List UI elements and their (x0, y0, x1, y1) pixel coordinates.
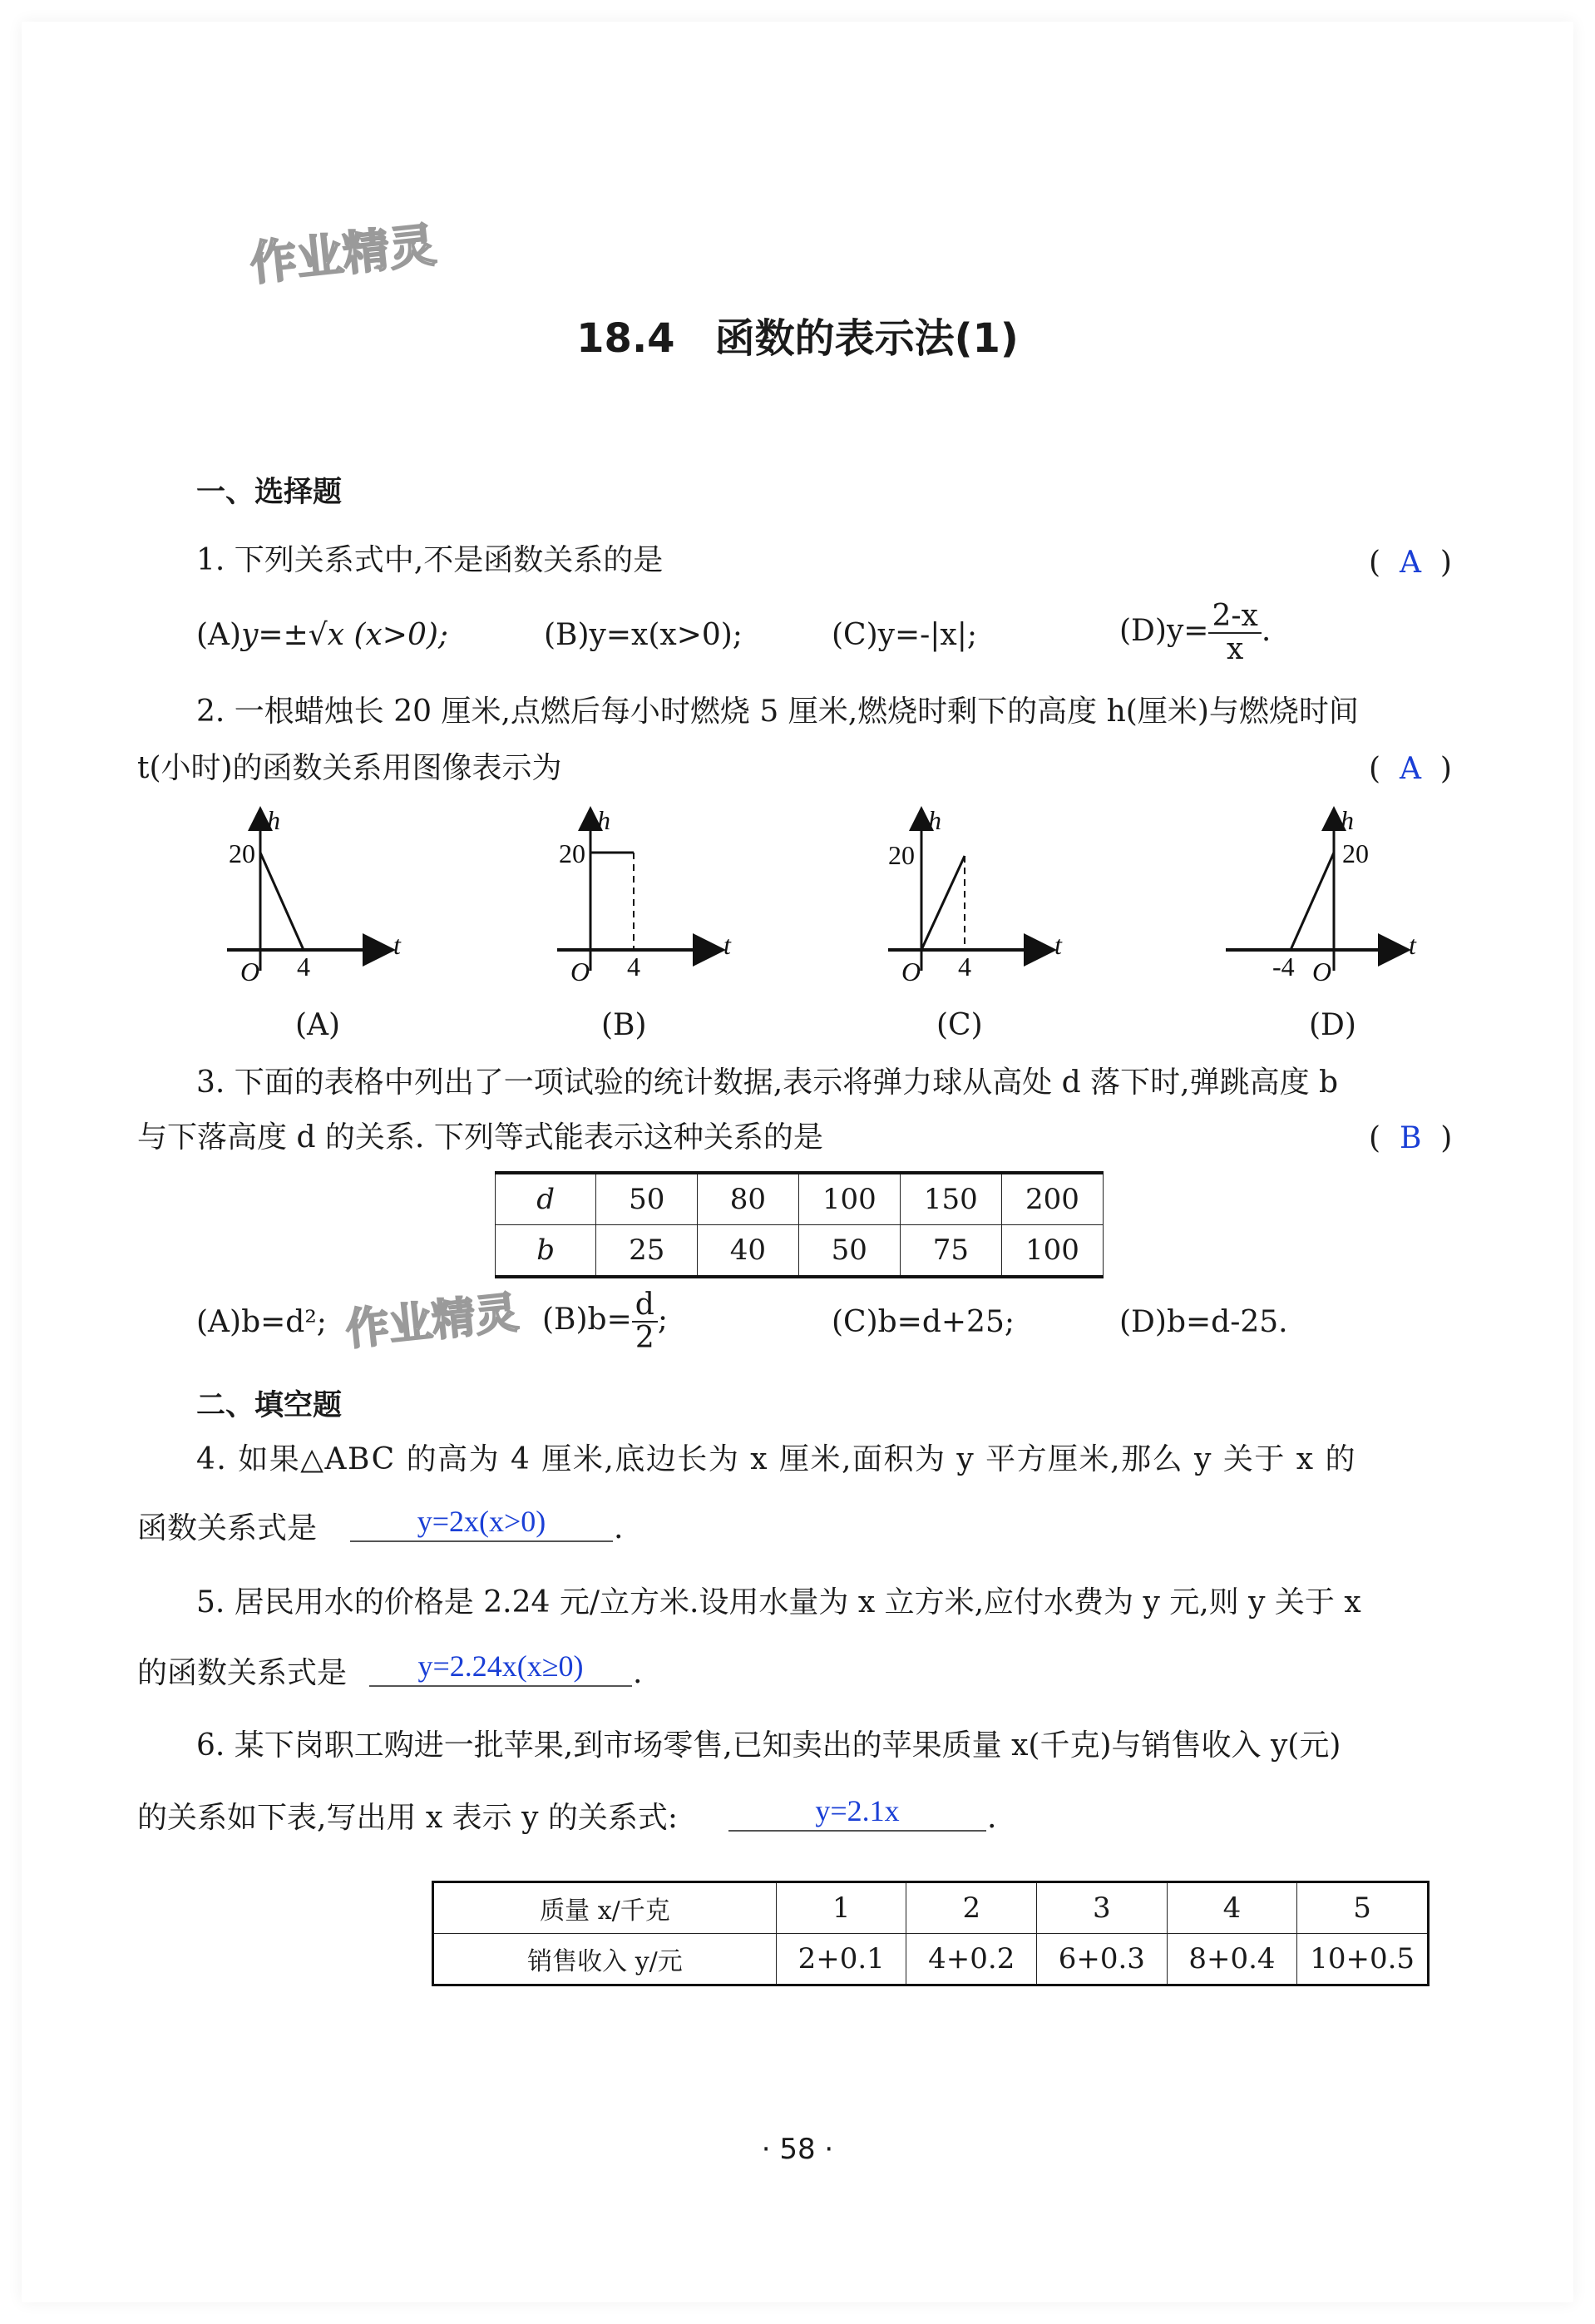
page-title: 18.4 函数的表示法(1) (576, 315, 1019, 362)
answer-3: ( B ) (1369, 1121, 1453, 1155)
watermark-logo: 作业精灵 (343, 1288, 521, 1356)
tick-20: 20 (888, 840, 915, 870)
graph-c (872, 804, 1088, 996)
q3-option-d: (D)b=d-25. (1119, 1305, 1288, 1339)
graph-a (210, 804, 427, 996)
table-row: 销售收入 y/元 2+0.1 4+0.2 6+0.3 8+0.4 10+0.5 (433, 1934, 1429, 1985)
watermark-logo: 作业精灵 (247, 218, 439, 292)
q3-option-b: (B)b= $\frac{d}{2}$ ; (542, 1288, 668, 1355)
tick-20: 20 (1342, 838, 1369, 868)
q5-end: . (633, 1656, 643, 1690)
h-label: h (1341, 805, 1354, 835)
tick-20: 20 (559, 838, 585, 868)
drop-height-table (495, 1171, 1104, 1278)
q1-option-b: (B)y=x(x>0); (544, 618, 743, 652)
answer-4-blank[interactable]: y=2x(x>0) (350, 1504, 613, 1542)
table-row: 质量 x/千克 1 2 3 4 5 (433, 1882, 1429, 1934)
q1-option-c: (C)y=-|x|; (832, 618, 977, 652)
origin-label: O (901, 957, 921, 986)
t-label: t (1409, 930, 1416, 960)
t-label: t (393, 930, 401, 960)
graph-line (1291, 853, 1334, 950)
apple-sales-table (432, 1881, 1430, 1986)
q1-option-a: (A)y=±√x (x>0); (196, 618, 449, 652)
t-label: t (1054, 930, 1062, 960)
graph-b-label: (B) (601, 1008, 647, 1042)
question-1-text: 1. 下列关系式中,不是函数关系的是 (196, 543, 664, 577)
question-6-line2: 的关系如下表,写出用 x 表示 y 的关系式: (137, 1801, 678, 1835)
tick-4: 4 (297, 952, 310, 982)
answer-2: ( A ) (1369, 752, 1452, 786)
answer-6-blank[interactable]: y=2.1x (728, 1793, 986, 1832)
table-row: b 25 40 50 75 100 (496, 1225, 1104, 1278)
graph-line (921, 856, 965, 950)
tick-neg-4: -4 (1272, 952, 1295, 982)
answer-5-blank[interactable]: y=2.24x(x≥0) (369, 1649, 632, 1687)
answer-1: ( A ) (1369, 546, 1452, 580)
question-5-line2: 的函数关系式是 (137, 1656, 348, 1690)
h-label: h (928, 805, 941, 835)
question-2-line1: 2. 一根蜡烛长 20 厘米,点燃后每小时燃烧 5 厘米,燃烧时剩下的高度 h(厘米)与燃烧时间 (196, 695, 1359, 729)
q4-end: . (614, 1511, 624, 1545)
question-4-line2: 函数关系式是 (137, 1511, 318, 1545)
question-5-line1: 5. 居民用水的价格是 2.24 元/立方米.设用水量为 x 立方米,应付水费为 y 元,则 y 关于 x (196, 1585, 1361, 1619)
tick-20: 20 (229, 838, 255, 868)
section-fill-heading: 二、填空题 (196, 1389, 343, 1422)
h-label: h (597, 805, 610, 835)
question-3-line1: 3. 下面的表格中列出了一项试验的统计数据,表示将弹力球从高处 d 落下时,弹跳高度 b (196, 1066, 1339, 1100)
h-label: h (267, 805, 280, 835)
graph-d-label: (D) (1309, 1008, 1356, 1042)
tick-4: 4 (958, 952, 971, 982)
question-2-line2: t(小时)的函数关系用图像表示为 (137, 751, 562, 785)
q3-option-a: (A)b=d²; (196, 1305, 327, 1339)
table-row: d 50 80 100 150 200 (496, 1173, 1104, 1225)
origin-label: O (570, 957, 590, 986)
q3-option-c: (C)b=d+25; (832, 1305, 1015, 1339)
page-number: · 58 · (761, 2133, 834, 2166)
origin-label: O (1312, 957, 1332, 986)
graph-line (260, 853, 304, 950)
q6-end: . (987, 1801, 997, 1835)
graph-a-label: (A) (295, 1008, 341, 1042)
graph-d (1201, 804, 1434, 996)
question-3-line2: 与下落高度 d 的关系. 下列等式能表示这种关系的是 (137, 1120, 823, 1155)
q1-option-d: (D)y= $\frac{2-x}{x}$ . (1119, 599, 1272, 666)
t-label: t (723, 930, 731, 960)
graph-b (541, 804, 757, 996)
tick-4: 4 (627, 952, 640, 982)
section-choice-heading: 一、选择题 (196, 476, 343, 509)
question-6-line1: 6. 某下岗职工购进一批苹果,到市场零售,已知卖出的苹果质量 x(千克)与销售收入 y(元) (196, 1728, 1341, 1763)
question-4-line1: 4. 如果△ABC 的高为 4 厘米,底边长为 x 厘米,面积为 y 平方厘米,那么 y 关于 x 的 (196, 1442, 1357, 1476)
graph-c-label: (C) (936, 1008, 983, 1042)
origin-label: O (240, 957, 260, 986)
